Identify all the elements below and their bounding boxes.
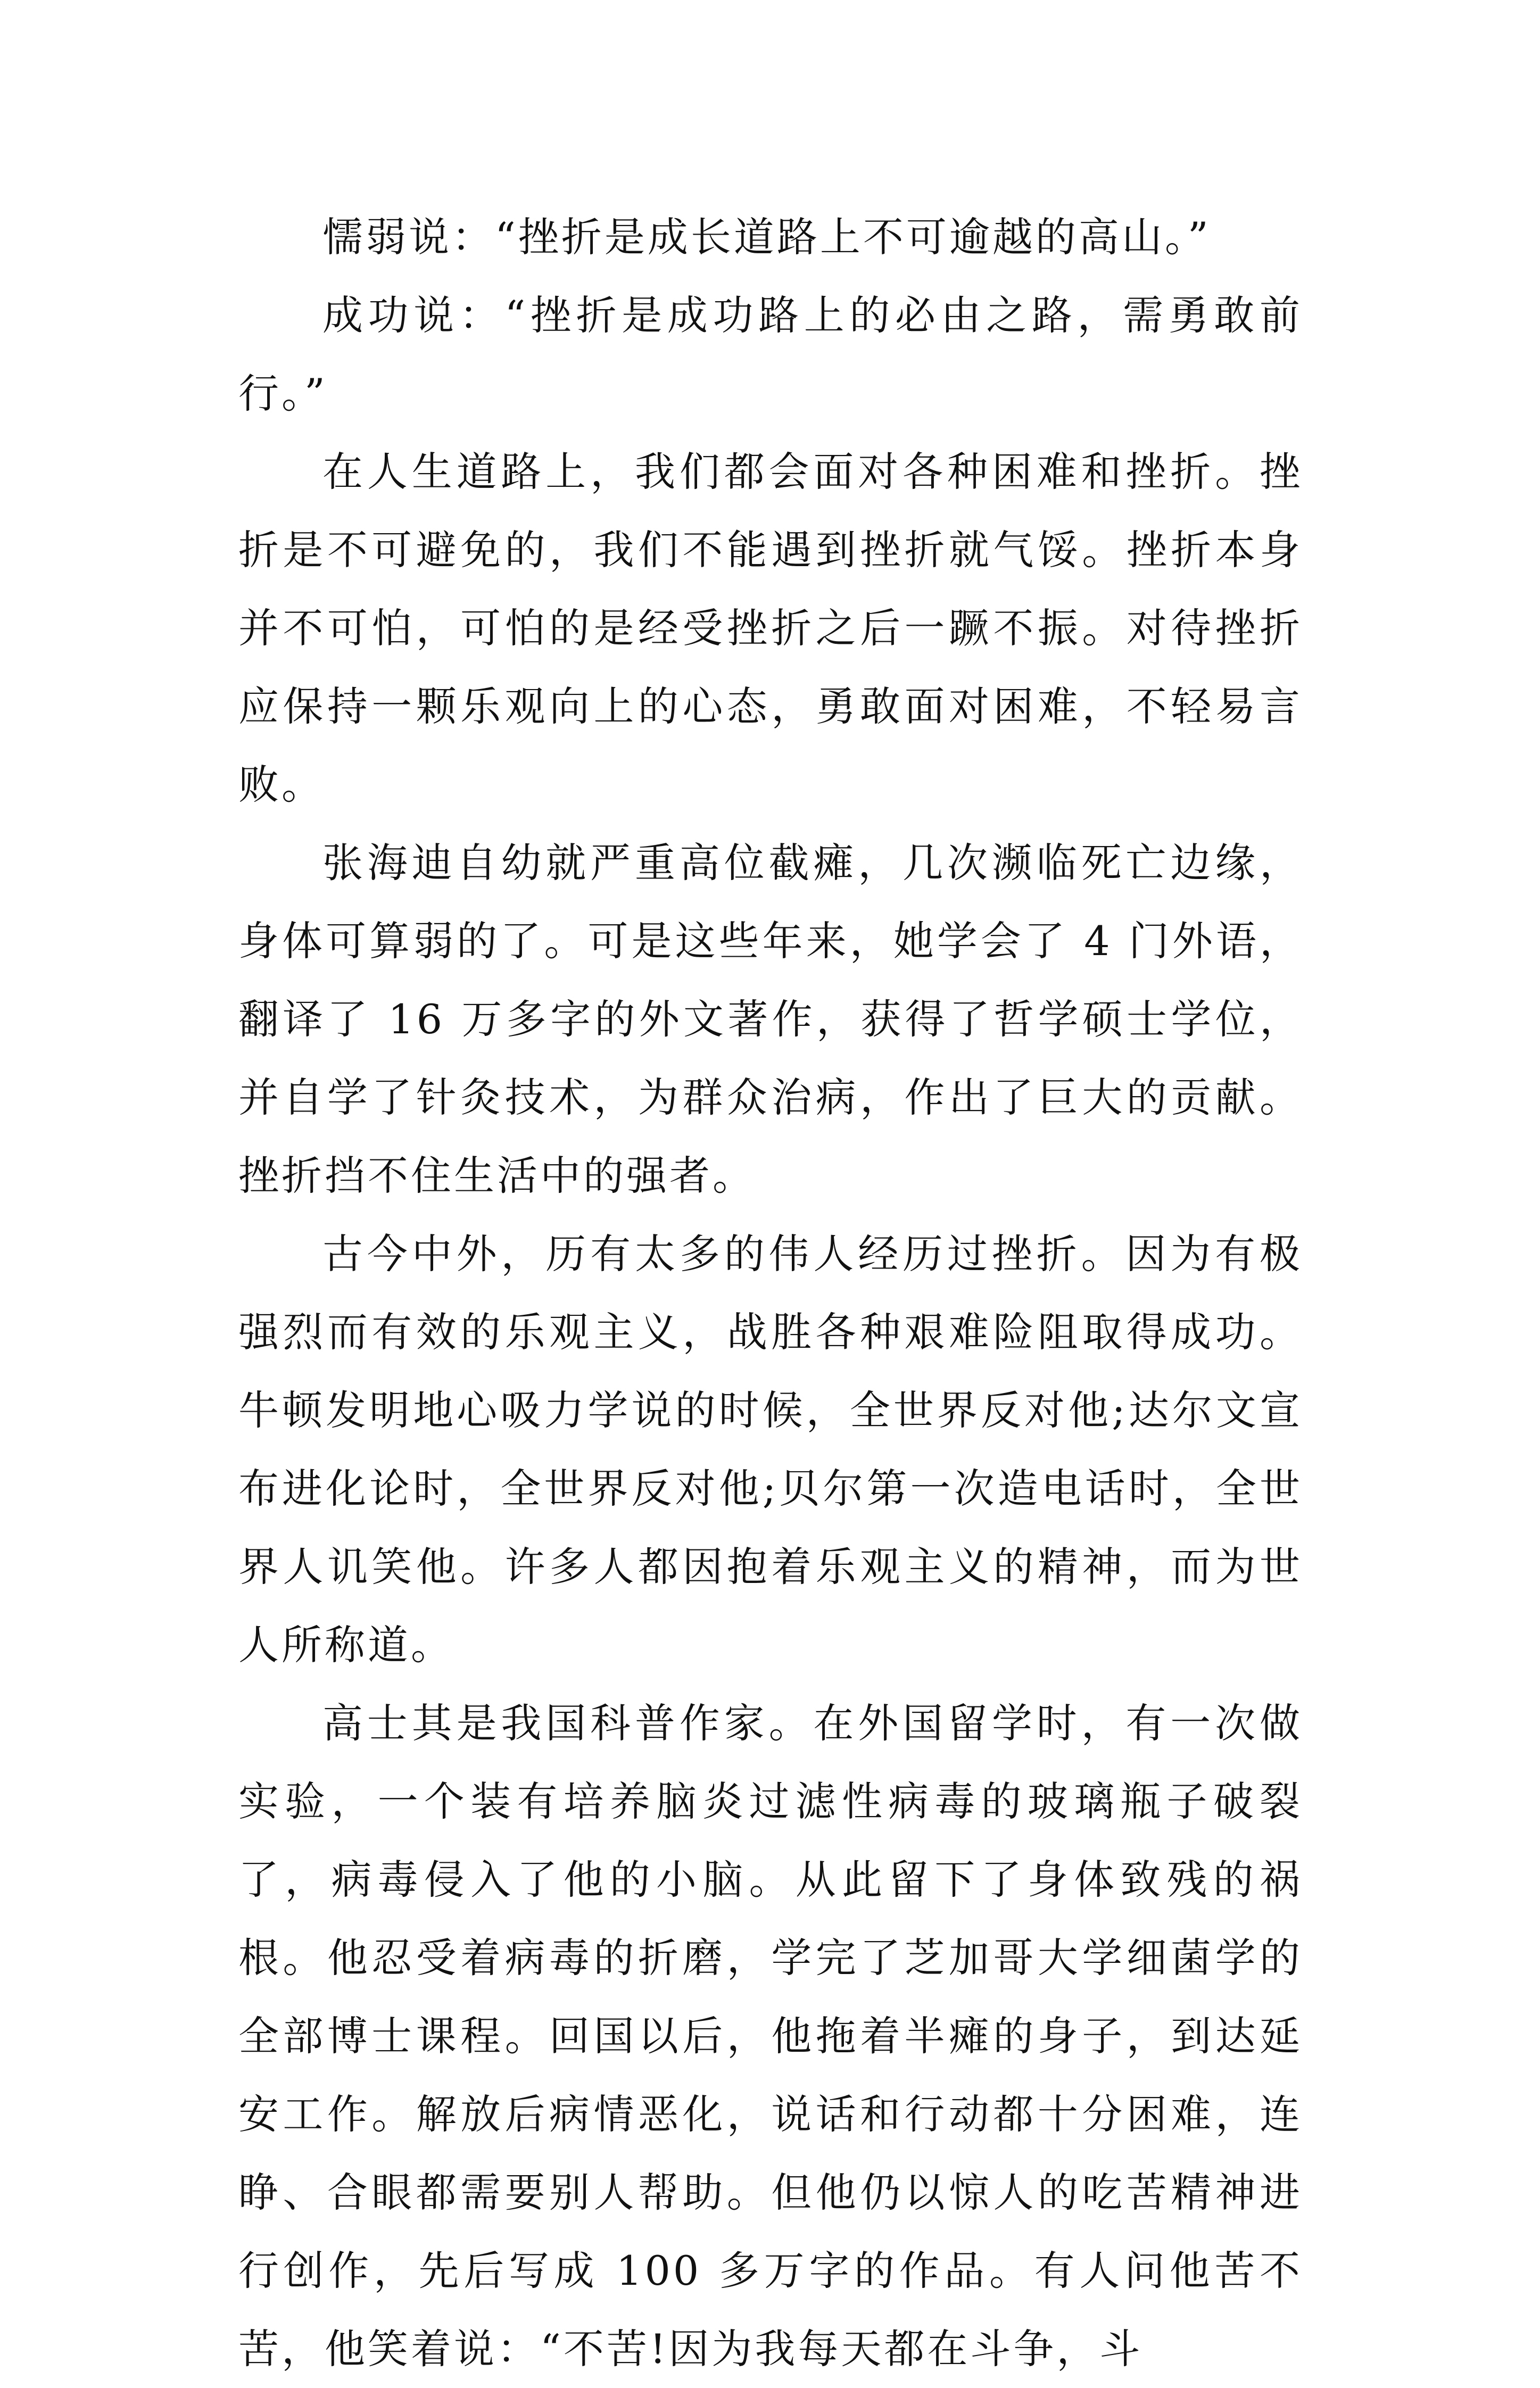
paragraph-life-setbacks: 在人生道路上，我们都会面对各种困难和挫折。挫折是不可避免的，我们不能遇到挫折就气馁。挫折本身并不可怕，可怕的是经受挫折之后一蹶不振。对待挫折应保持一颗乐观向上的心态，勇敢面对困难，不轻易言败。 bbox=[238, 448, 1303, 808]
paragraph-weakness-quote: 懦弱说：“挫折是成长道路上不可逾越的高山。” bbox=[322, 213, 1211, 261]
paragraph-zhang-haidi: 张海迪自幼就严重高位截瘫，几次濒临死亡边缘，身体可算弱的了。可是这些年来，她学会了 4 门外语，翻译了 16 万多字的外文著作，获得了哲学硕士学位，并自学了针灸技术，为群众治病，作出了巨大的贡献。挫折挡不住生活中的强者。 bbox=[238, 839, 1303, 1199]
paragraph-success-quote: 成功说：“挫折是成功路上的必由之路，需勇敢前行。” bbox=[238, 292, 1303, 417]
paragraph-great-people: 古今中外，历有太多的伟人经历过挫折。因为有极强烈而有效的乐观主义，战胜各种艰难险阻取得成功。牛顿发明地心吸力学说的时候，全世界反对他;达尔文宣布进化论时，全世界反对他;贝尔第一次造电话时，全世界人讥笑他。许多人都因抱着乐观主义的精神，而为世人所称道。 bbox=[238, 1230, 1303, 1669]
paragraph-gao-shiqi: 高士其是我国科普作家。在外国留学时，有一次做实验，一个装有培养脑炎过滤性病毒的玻璃瓶子破裂了，病毒侵入了他的小脑。从此留下了身体致残的祸根。他忍受着病毒的折磨，学完了芝加哥大学细菌学的全部博士课程。回国以后，他拖着半瘫的身子，到达延安工作。解放后病情恶化，说话和行动都十分困难，连睁、合眼都需要别人帮助。但他仍以惊人的吃苦精神进行创作，先后写成 100 多万字的作品。有人问他苦不苦，他笑着说：“不苦!因为我每天都在斗争，斗 bbox=[238, 1699, 1303, 2373]
essay-body bbox=[238, 198, 1303, 2388]
